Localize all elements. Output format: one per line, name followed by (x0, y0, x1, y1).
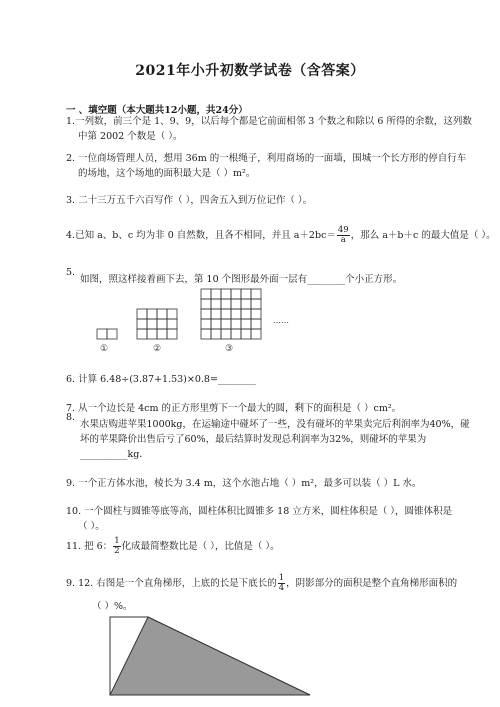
question-12-fraction (278, 574, 285, 593)
figure-label-3: ③ (225, 344, 234, 354)
question-7: 7. 从一个边长是 4cm 的正方形里剪下一个最大的圆，剩下的面积是（ ）cm²。 (66, 403, 402, 414)
question-2-line-1: 2. 一位商场管理人员，想用 36m 的一根绳子，利用商场的一面墙，围城一个长方形的停自行车 (66, 153, 467, 164)
question-8-line-2: 坏的苹果降价出售后亏了60%，最后结算时发现总利润率为32%，则碰坏的苹果为 (80, 434, 427, 445)
question-3: 3. 二十三万五千六百写作（ ），四舍五入到万位记作（ ）。 (66, 195, 313, 206)
question-11 (66, 537, 280, 556)
figure-1 (97, 329, 117, 339)
figure-label-2: ② (153, 344, 162, 354)
question-6: 6. 计算 6.48÷(3.87+1.53)×0.8=________ (66, 374, 256, 385)
figure-label-1: ① (100, 344, 109, 354)
question-9: 9. 一个正方体水池，棱长为 3.4 m，这个水池占地（ ）m²，最多可以装（ ）L 水。 (66, 478, 422, 489)
question-5-number: 5. (66, 267, 76, 278)
question-12 (66, 574, 457, 593)
fraction-denominator: a (340, 235, 346, 245)
fraction-numerator: 1 (278, 573, 285, 583)
figure-2 (137, 309, 177, 339)
question-4-fraction (337, 226, 350, 245)
section-heading: 一 、填空题（本大题共12小题，共24分） (66, 105, 248, 116)
question-12-line-2: （ ）%。 (92, 601, 133, 612)
fraction-denominator: 4 (278, 583, 285, 593)
question-5-text: 如图，照这样接着画下去，第 10 个图形最外面一层有________个小正方形。 (80, 274, 403, 285)
question-8-line-1: 水果店购进苹果1000kg，在运输途中碰坏了一些，没有碰坏的苹果卖完后利润率为40%，碰 (80, 419, 470, 430)
question-11-pre: 11. 把 6： (66, 541, 113, 552)
question-8-number: 8. (66, 412, 76, 423)
right-trapezoid-figure (100, 615, 315, 697)
question-1-line-1: 1.一列数，前三个是 1、9、9，以后每个都是它前面相邻 3 个数之和除以 6 所得的余数，这列数 (66, 116, 472, 127)
fraction-numerator: 1 (114, 536, 120, 546)
question-10-line-1: 10. 一个圆柱与圆锥等底等高，圆柱体积比圆锥多 18 立方米，圆柱体积是（ ），圆锥体积是 (66, 506, 453, 517)
question-12-pre: 9. 12. 右图是一个直角梯形，上底的长是下底长的 (66, 578, 277, 589)
question-4-post: ，那么 a＋b＋c 的最大值是（ ）。 (350, 230, 496, 241)
question-8-line-3: __________kg． (80, 449, 149, 460)
question-11-fraction (113, 537, 120, 556)
question-4-pre: 4.已知 a、b、c 均为非 0 自然数，且各不相同，并且 a＋2bc＝ (66, 230, 336, 241)
figure-3 (201, 289, 261, 339)
ellipsis: …… (273, 316, 289, 325)
question-11-post: 化成最简整数比是（ ），比值是（ ）。 (121, 541, 280, 552)
question-10-line-2: （ ）。 (78, 521, 105, 532)
question-2-line-2: 的场地，这个场地的面积最大是（ ）m²。 (78, 168, 256, 179)
square-pattern-figure (95, 287, 305, 357)
page-title: 2021年小升初数学试卷（含答案） (135, 63, 365, 79)
fraction-denominator: 2 (114, 546, 120, 556)
question-4 (66, 226, 496, 245)
question-1-line-2: 中第 2002 个数是（ ）。 (78, 131, 183, 142)
fraction-numerator: 49 (337, 225, 349, 235)
question-12-post: ，阴影部分的面积是整个直角梯形面积的 (286, 578, 458, 589)
